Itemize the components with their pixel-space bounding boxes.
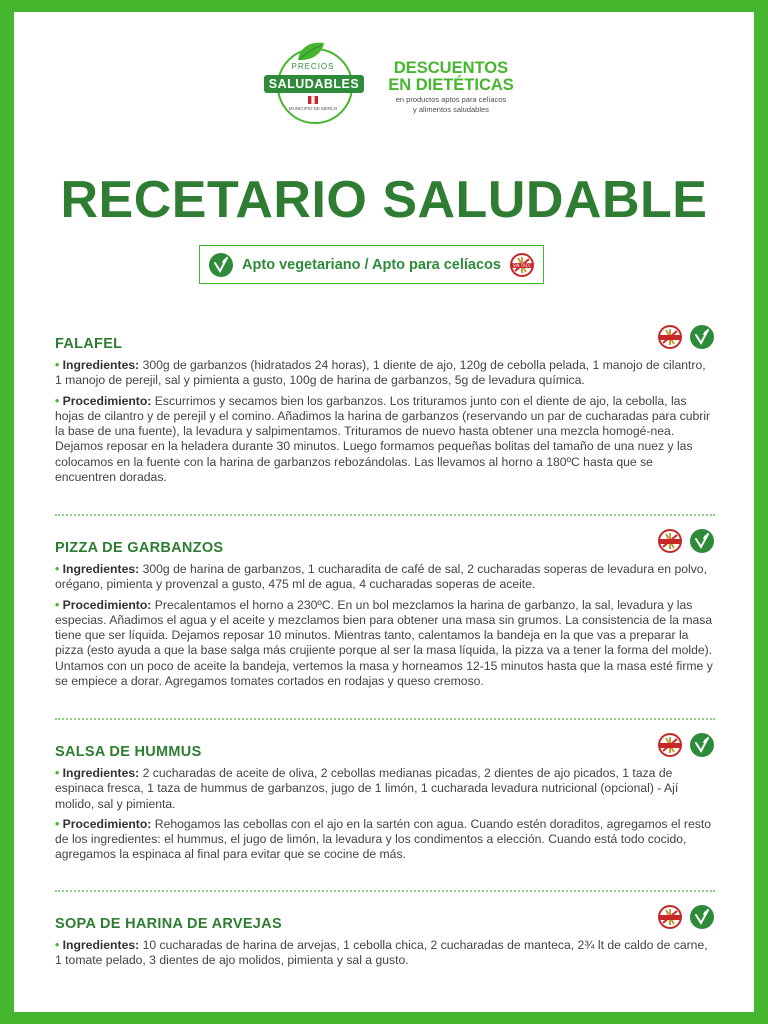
discounts-title-1: DESCUENTOS	[393, 59, 509, 77]
recipe-falafel	[55, 336, 715, 485]
recipe-procedure: • Procedimiento: Escurrimos y secamos bien los garbanzos. Los trituramos junto con el diente de ajo, la cebolla, las hojas de cilantro y de perejil y el comino. Añadimos la harina de garbanzos (reservando un par de cucharadas para cubrir la base de una fuente), la levadura y salpimentamos. Trituramos de nuevo hasta obtener una mezcla homogé-nea. Dejamos reposar en la heladera durante 30 minutos. Luego formamos pequeñas bolitas del tamaño de una nuez y las colocamos en la fuente con la harina de garbanzos rebozándolas. Las llevamos al horno a 180ºC hasta que se encuentren doradas.	[55, 393, 711, 485]
municipal-emblem-icon	[308, 96, 318, 104]
celiac-icon	[657, 324, 683, 350]
recipe-procedure: • Procedimiento: Rehogamos las cebollas con el ajo en la sartén con agua. Cuando estén doraditos, agregamos el resto de los ingredientes: el hummus, el jugo de limón, la levadura y los condimentos a elección. Cuando está todo cocido, agregamos la espinaca al final para evitar que se cocine de más.	[55, 816, 711, 862]
discounts-title-2: EN DIETÉTICAS	[388, 76, 514, 94]
recipe-sopa-de-harina-de-arvejas	[55, 916, 715, 969]
recipe-pizza-de-garbanzos	[55, 540, 715, 689]
recipe-icons	[657, 904, 715, 930]
recipe-icons	[657, 324, 715, 350]
recipe-salsa-de-hummus	[55, 744, 715, 863]
logo-municipio-text: MUNICIPIO DE MERLO	[288, 106, 338, 111]
recipe-icons	[657, 528, 715, 554]
celiac-icon	[657, 732, 683, 758]
recipe-procedure: • Procedimiento: Precalentamos el horno a 230ºC. En un bol mezclamos la harina de garbanzo, la sal, levadura y las especias. Añadimos el agua y el aceite y mezclamos bien para obtener una masa sin grumos. La consistencia de la masa tiene que ser líquida. Dejamos reposar 10 minutos. Mientras tanto, calentamos la bandeja en la que vas a preparar la pizza (esto ayuda a que la base salga más crujiente porque al ser la masa líquida, la pizza va a tener la forma del molde). Untamos con un poco de aceite la bandeja, vertemos la masa y horneamos 12-15 minutos hasta que la masa esté firme y se empiece a dorar. Agregamos tomates cortados en rodajas y queso cremoso.	[55, 597, 713, 689]
discounts-subtitle-2: y alimentos saludables	[413, 105, 489, 114]
legend-box	[199, 245, 544, 284]
recipe-title: SOPA DE HARINA DE ARVEJAS	[55, 916, 282, 932]
divider	[55, 890, 715, 892]
discounts-banner	[381, 60, 521, 114]
recipe-title: PIZZA DE GARBANZOS	[55, 540, 224, 556]
vegetarian-icon	[689, 904, 715, 930]
recipe-ingredients: • Ingredientes: 10 cucharadas de harina de arvejas, 1 cebolla chica, 2 cucharadas de manteca, 2¾ lt de caldo de carne, 1 tomate pelado, 3 dientes de ajo molidos, pimienta y sal a gusto.	[55, 938, 708, 968]
celiac-icon	[657, 904, 683, 930]
celiac-icon	[509, 252, 535, 278]
recipe-ingredients: • Ingredientes: 2 cucharadas de aceite de oliva, 2 cebollas medianas picadas, 2 dientes de ajo picados, 1 taza de espinaca fresca, 1 taza de hummus de garbanzos, jugo de 1 limón, 1 cucharada levadura nutricional (opcional) - Ají molido, sal y pimienta.	[55, 766, 679, 811]
recipe-icons	[657, 732, 715, 758]
discounts-subtitle-1: en productos aptos para celíacos	[395, 95, 507, 104]
precios-saludables-logo	[262, 40, 372, 122]
recipe-title: FALAFEL	[55, 336, 123, 352]
logo-precios-text: PRECIOS	[291, 62, 335, 71]
celiac-badge-text: SIN TACC	[512, 262, 532, 268]
vegetarian-icon	[208, 252, 234, 278]
legend-text: Apto vegetariano / Apto para celíacos	[242, 256, 501, 273]
recipe-title: SALSA DE HUMMUS	[55, 744, 202, 760]
leaf-icon	[296, 40, 326, 62]
page-title: RECETARIO SALUDABLE	[60, 171, 708, 229]
recipe-ingredients: • Ingredientes: 300g de harina de garbanzos, 1 cucharadita de café de sal, 2 cucharadas soperas de levadura en polvo, orégano, pimienta y provenzal a gusto, 475 ml de agua, 4 cucharadas soperas de aceite.	[55, 562, 707, 592]
vegetarian-icon	[689, 732, 715, 758]
vegetarian-icon	[689, 528, 715, 554]
celiac-icon	[657, 528, 683, 554]
recipe-ingredients: • Ingredientes: 300g de garbanzos (hidratados 24 horas), 1 diente de ajo, 120g de cebolla pelada, 1 manojo de cilantro, 1 manojo de perejil, sal y pimienta a gusto, 100g de harina de garbanzos, 5g de levadura química.	[55, 358, 706, 388]
logo-saludables-banner: SALUDABLES	[264, 75, 364, 93]
vegetarian-icon	[689, 324, 715, 350]
divider	[55, 514, 715, 516]
divider	[55, 718, 715, 720]
